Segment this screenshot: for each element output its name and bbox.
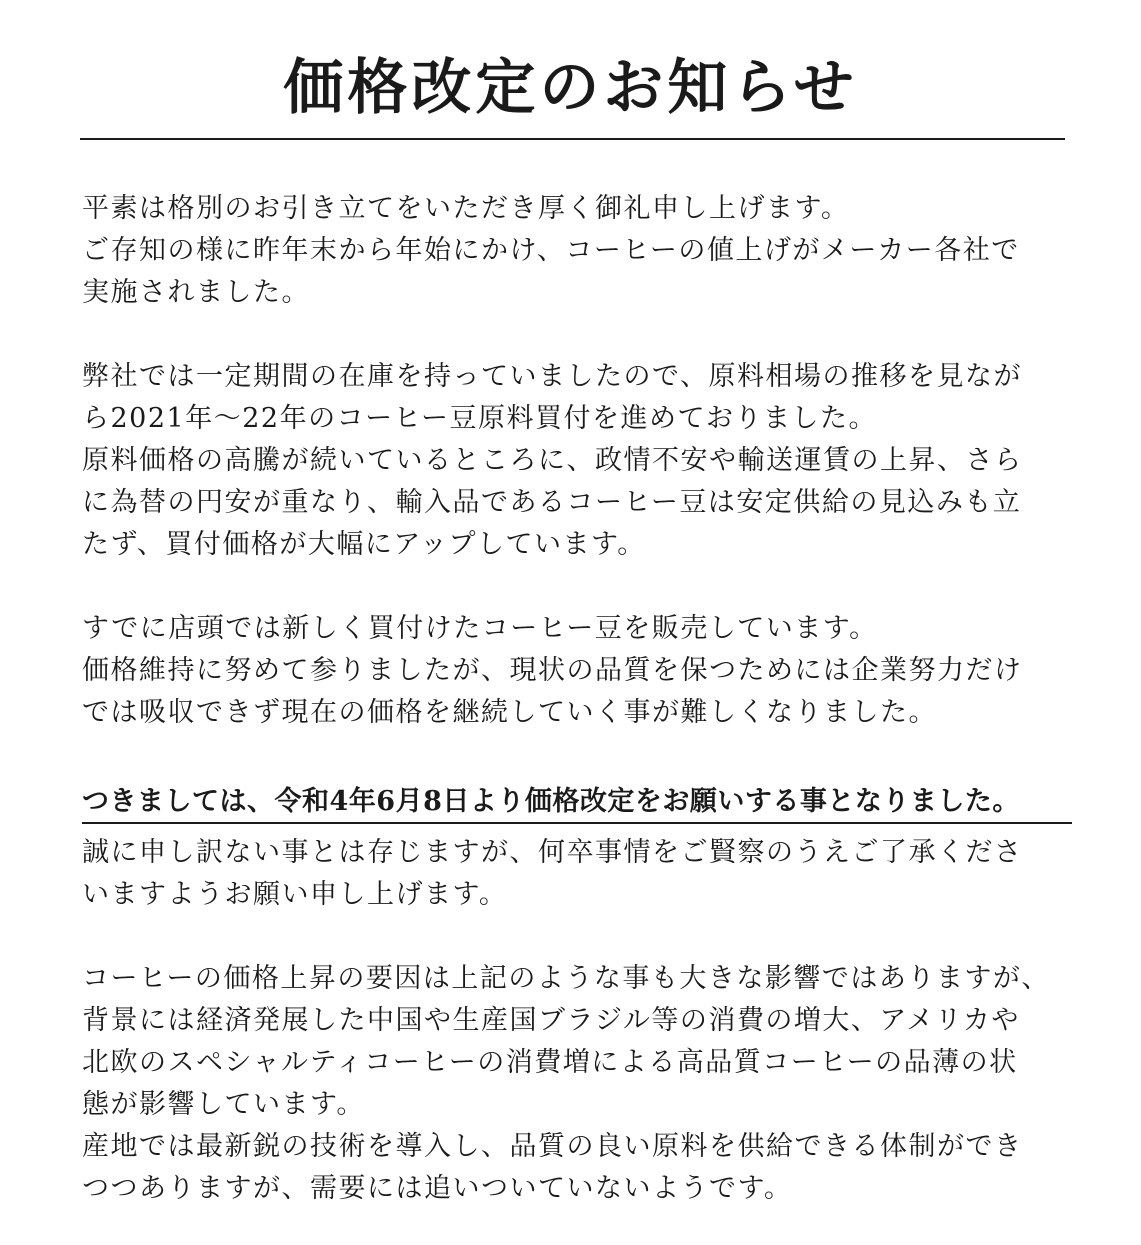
announcement-underline <box>82 822 1072 824</box>
text-line: では吸収できず現在の価格を継続していく事が難しくなりました。 <box>82 697 937 728</box>
text-line: たず、買付価格が大幅にアップしています。 <box>82 529 646 560</box>
text-line: 弊社では一定期間の在庫を持っていましたので、原料相場の推移を見なが <box>82 361 1022 392</box>
text-line: 誠に申し訳ない事とは存じますが、何卒事情をご賢察のうえご了承くださ <box>82 837 1023 868</box>
text-line: ら2021年～22年のコーヒー豆原料買付を進めておりました。 <box>82 403 877 434</box>
text-line: いますようお願い申し上げます。 <box>82 879 508 910</box>
text-line: に為替の円安が重なり、輸入品であるコーヒー豆は安定供給の見込みも立 <box>82 487 1022 518</box>
title-divider <box>80 138 1065 140</box>
paragraph-gap <box>82 314 1072 356</box>
page-title: 価格改定のお知らせ <box>283 53 858 123</box>
text-line: 平素は格別のお引き立てをいただき厚く御礼申し上げます。 <box>82 193 850 224</box>
paragraph-gap <box>82 916 1072 958</box>
text-line: 実施されました。 <box>82 277 310 308</box>
text-line: ご存知の様に昨年末から年始にかけ、コーヒーの値上げがメーカー各社で <box>82 235 1020 266</box>
text-line: 態が影響しています。 <box>82 1089 365 1120</box>
text-line: コーヒーの価格上昇の要因は上記のような事も大きな影響ではありますが、 <box>82 963 1050 994</box>
notice-body <box>82 188 1072 1210</box>
paragraph-gap <box>82 734 1072 776</box>
paragraph-gap <box>82 566 1072 608</box>
text-line: 背景には経済発展した中国や生産国ブラジル等の消費の増大、アメリカや <box>82 1005 1020 1036</box>
text-line: 価格維持に努めて参りましたが、現状の品質を保つためには企業努力だけ <box>82 655 1023 686</box>
text-line: つつありますが、需要には追いついていないようです。 <box>82 1173 793 1204</box>
text-line: 原料価格の高騰が続いているところに、政情不安や輸送運賃の上昇、さら <box>82 445 1023 476</box>
price-revision-announcement: つきましては、令和4年6月8日より価格改定をお願いする事となりました。 <box>82 786 1020 817</box>
text-line: 産地では最新鋭の技術を導入し、品質の良い原料を供給できる体制ができ <box>82 1131 1023 1162</box>
text-line: 北欧のスペシャルティコーヒーの消費増による高品質コーヒーの品薄の状 <box>82 1047 1018 1078</box>
text-line: すでに店頭では新しく買付けたコーヒー豆を販売しています。 <box>82 613 878 644</box>
